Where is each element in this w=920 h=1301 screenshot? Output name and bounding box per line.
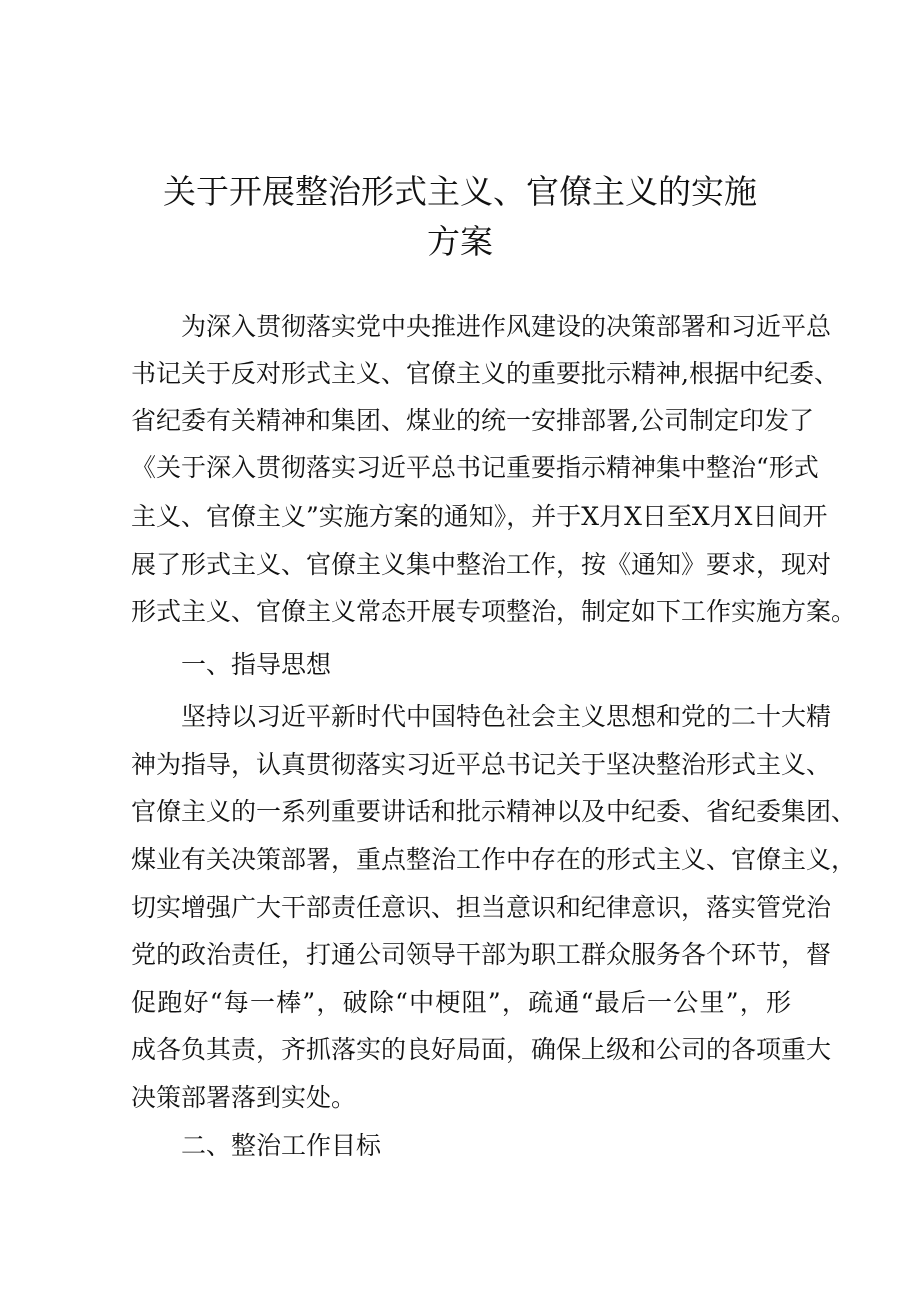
paragraph-line: 为深入贯彻落实党中央推进作风建设的决策部署和习近平总 xyxy=(181,312,832,341)
paragraph-line: 煤业有关决策部署，重点整治工作中存在的形式主义、官僚主义， xyxy=(131,845,857,874)
paragraph-line: 《关于深入贯彻落实习近平总书记重要指示精神集中整治“形式 xyxy=(131,453,819,482)
paragraph-line: 党的政治责任，打通公司领导干部为职工群众服务各个环节，督 xyxy=(131,940,832,969)
section-heading-work-goals: 二、整治工作目标 xyxy=(181,1131,382,1160)
paragraph-line: 形式主义、官僚主义常态开展专项整治，制定如下工作实施方案。 xyxy=(131,597,857,626)
paragraph-line: 神为指导，认真贯彻落实习近平总书记关于坚决整治形式主义、 xyxy=(131,750,832,779)
paragraph-line: 切实增强广大干部责任意识、担当意识和纪律意识，落实管党治 xyxy=(131,893,832,922)
section-heading-guiding-ideology: 一、指导思想 xyxy=(181,650,332,679)
paragraph-line: 坚持以习近平新时代中国特色社会主义思想和党的二十大精 xyxy=(181,702,832,731)
paragraph-line: 官僚主义的一系列重要讲话和批示精神以及中纪委、省纪委集团、 xyxy=(131,797,857,826)
paragraph-line: 主义、官僚主义”实施方案的通知》，并于X月X日至X月X日间开 xyxy=(131,502,828,531)
paragraph-line: 成各负其责，齐抓落实的良好局面，确保上级和公司的各项重大 xyxy=(131,1035,832,1064)
paragraph-line: 省纪委有关精神和集团、煤业的统一安排部署,公司制定印发了 xyxy=(131,406,814,435)
document-title-line-2: 方案 xyxy=(427,222,493,261)
paragraph-line: 促跑好“每一棒”，破除“中梗阻”，疏通“最后一公里”，形 xyxy=(131,988,791,1017)
document-title-line-1: 关于开展整治形式主义、官僚主义的实施 xyxy=(163,172,757,211)
paragraph-line: 展了形式主义、官僚主义集中整治工作，按《通知》要求，现对 xyxy=(131,550,832,579)
paragraph-line: 书记关于反对形式主义、官僚主义的重要批示精神,根据中纪委、 xyxy=(131,359,839,388)
paragraph-line: 决策部署落到实处。 xyxy=(131,1083,357,1112)
